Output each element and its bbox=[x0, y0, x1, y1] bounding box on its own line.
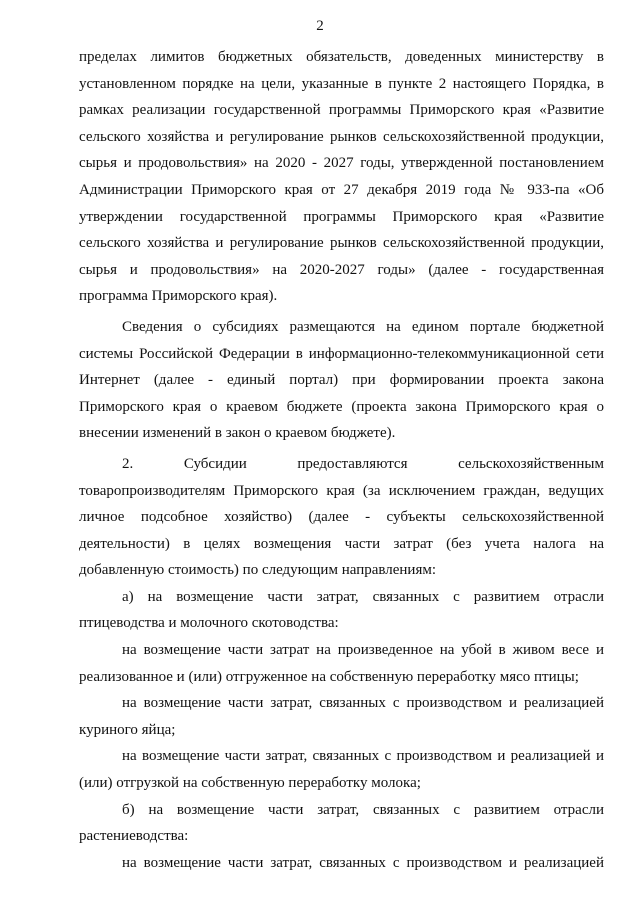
paragraph-chicken-eggs: на возмещение части затрат, связанных с производством и реализацией куриного яйца; bbox=[79, 695, 604, 738]
paragraph-crop-production: на возмещение части затрат, связанных с производством и реализацией bbox=[122, 854, 604, 871]
paragraph-item-2: 2. Субсидии предоставляются сельскохозяйственным товаропроизводителям Приморского края (за исключением граждан, ведущих личное подсобное хозяйство) (далее - субъекты сельскохозяйственной деятельности) в целях возмещения части затрат (без учета налога на добавленную стоимость) по следующим направлениям: bbox=[79, 455, 604, 579]
paragraph-subitem-b: б) на возмещение части затрат, связанных с развитием отрасли растениеводства: bbox=[79, 801, 604, 845]
paragraph-budget-limits: пределах лимитов бюджетных обязательств, доведенных министерству в установленном порядке на цели, указанные в пункте 2 настоящего Порядка, в рамках реализации государственной программы Приморского края «Развитие сельского хозяйства и регулирование рынков сельскохозяйственной продукции, сырья и продовольствия» на 2020 - 2027 годы, утвержденной постановлением Администрации Приморского края от 27 декабря 2019 года № 933-па «Об утверждении государственной программы Приморского края «Развитие сельского хозяйства и регулирование рынков сельскохозяйственной продукции, сырья и продовольствия» на 2020-2027 годы» (далее - государственная программа Приморского края). bbox=[79, 49, 604, 305]
paragraph-subitem-a: а) на возмещение части затрат, связанных с развитием отрасли птицеводства и молочного скотоводства: bbox=[79, 588, 604, 632]
page-number: 2 bbox=[316, 18, 324, 34]
paragraph-subsidy-info: Сведения о субсидиях размещаются на едином портале бюджетной системы Российской Федерации в информационно-телекоммуникационной сети Интернет (далее - единый портал) при формировании проекта закона Приморского края о краевом бюджете (проекта закона Приморского края о внесении изменений в закон о краевом бюджете). bbox=[79, 318, 604, 442]
paragraph-milk: на возмещение части затрат, связанных с производством и реализацией и (или) отгрузкой на собственную переработку молока; bbox=[79, 748, 604, 792]
body-text bbox=[79, 44, 604, 876]
paragraph-poultry-meat: на возмещение части затрат на произведенное на убой в живом весе и реализованное и (или) отгруженное на собственную переработку мясо птицы; bbox=[79, 642, 604, 685]
